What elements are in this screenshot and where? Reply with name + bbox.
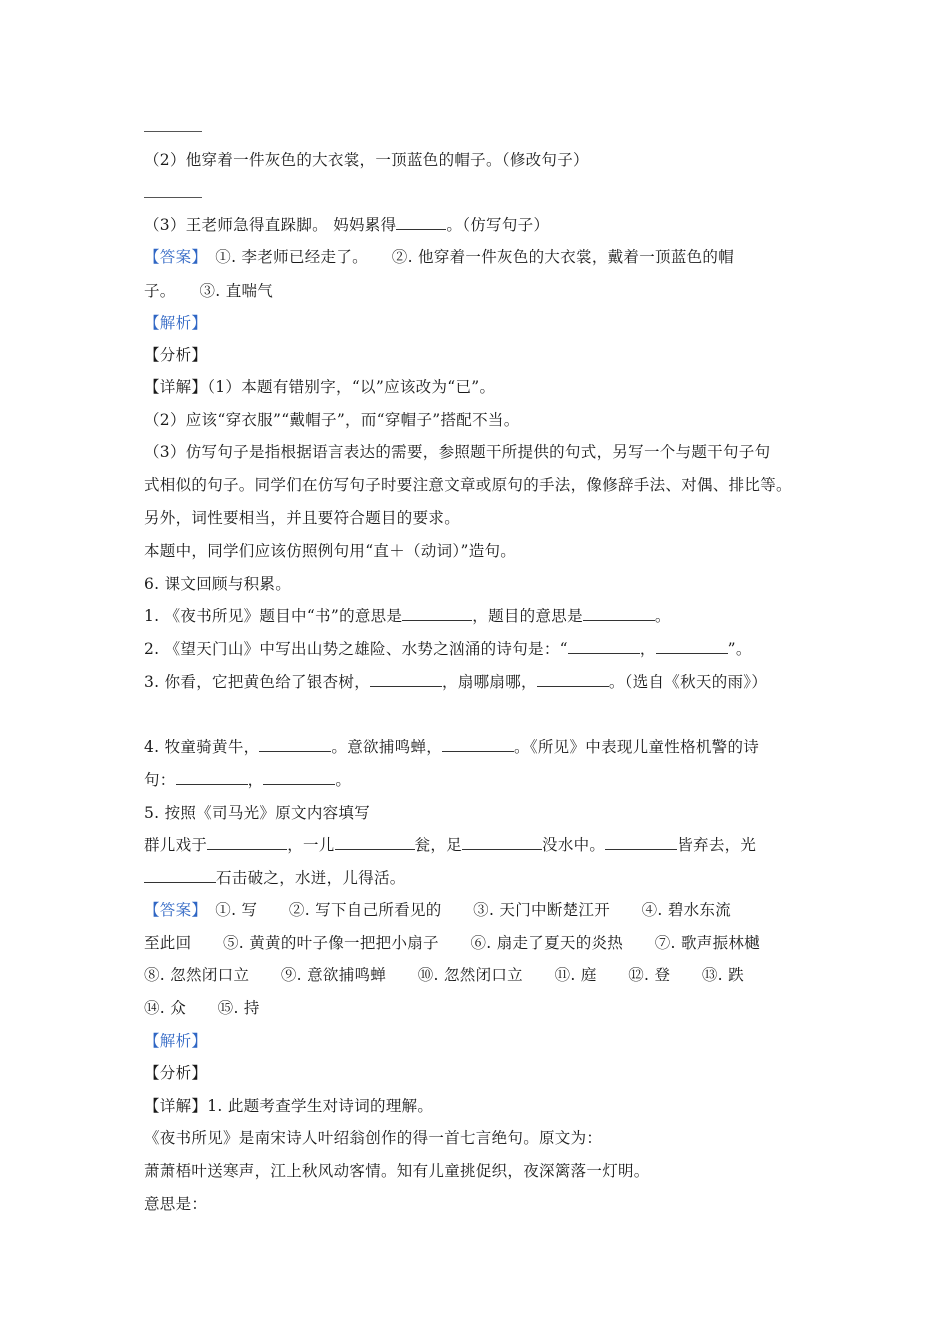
fill-blank xyxy=(568,639,640,654)
fill-blank xyxy=(462,835,542,850)
q5-detail-line1: 【详解】（1）本题有错别字，“以”应该改为“已”。 xyxy=(144,378,496,396)
q5-detail-line4: 式相似的句子。同学们在仿写句子时要注意文章或原句的手法，像修辞手法、对偶、排比等。 xyxy=(144,476,792,494)
q6-item5-title: 5. 按照《司马光》原文内容填写 xyxy=(144,804,371,822)
q6-detail-line4: 意思是： xyxy=(144,1195,208,1213)
q6-item1: 1. 《夜书所见》题目中“书”的意思是 ，题目的意思是 。 xyxy=(144,607,671,625)
q6-item4-line2: 句： ， 。 xyxy=(144,771,352,789)
answer-label: 【答案】 xyxy=(144,248,200,266)
q5-part2: （2）他穿着一件灰色的大衣裳，一顶蓝色的帽子。（修改句子） xyxy=(144,151,589,169)
q5-answer-line1: 【答案】 ①. 李老师已经走了。 ②. 他穿着一件灰色的大衣裳，戴着一顶蓝色的帽 xyxy=(144,248,735,266)
fill-blank xyxy=(442,737,514,752)
q6-item5-line1: 群儿戏于 ，一儿 瓮，足 没水中。 皆弃去，光 xyxy=(144,836,757,854)
q6-item4-line1: 4. 牧童骑黄牛， 。意欲捕鸣蝉， 。《所见》中表现儿童性格机警的诗 xyxy=(144,738,760,756)
fill-blank xyxy=(605,835,677,850)
fill-blank xyxy=(537,672,609,687)
fill-blank xyxy=(583,606,655,621)
q5-answer-line2: 子。 ③. 直喘气 xyxy=(144,282,274,300)
q5-part3: （3）王老师急得直跺脚。 妈妈累得 。（仿写句子） xyxy=(144,216,550,234)
q6-detail-line2: 《夜书所见》是南宋诗人叶绍翁创作的得一首七言绝句。原文为： xyxy=(144,1129,603,1147)
fill-blank xyxy=(144,868,216,883)
q6-answer-line1: 【答案】 ①. 写 ②. 写下自己所看见的 ③. 天门中断楚江开 ④. 碧水东流 xyxy=(144,901,732,919)
fenxi-label: 【分析】 xyxy=(144,346,208,364)
answer-blank-line xyxy=(144,131,202,132)
fenxi-label: 【分析】 xyxy=(144,1064,208,1082)
q6-title: 6. 课文回顾与积累。 xyxy=(144,575,292,593)
fill-blank xyxy=(259,737,331,752)
fill-blank xyxy=(335,835,415,850)
answer-blank-line xyxy=(144,197,202,198)
fill-blank xyxy=(402,606,472,621)
fill-blank xyxy=(656,639,728,654)
q6-answer-line3: ⑧. 忽然闭口立 ⑨. 意欲捕鸣蝉 ⑩. 忽然闭口立 ⑪. 庭 ⑫. 登 ⑬. 跌 xyxy=(144,966,744,984)
q6-answer-line2: 至此回 ⑤. 黄黄的叶子像一把把小扇子 ⑥. 扇走了夏天的炎热 ⑦. 歌声振林樾 xyxy=(144,934,760,952)
q5-detail-line5: 另外，词性要相当，并且要符合题目的要求。 xyxy=(144,509,461,527)
q6-item3: 3. 你看，它把黄色给了银杏树， ，扇哪扇哪， 。（选自《秋天的雨》） xyxy=(144,673,768,691)
answer-label: 【答案】 xyxy=(144,901,200,919)
q5-detail-line2: （2）应该“穿衣服”“戴帽子”，而“穿帽子”搭配不当。 xyxy=(144,411,520,429)
q6-detail-line1: 【详解】1. 此题考查学生对诗词的理解。 xyxy=(144,1097,434,1115)
fill-blank xyxy=(263,770,335,785)
q6-item5-line2: 石击破之，水迸，儿得活。 xyxy=(144,868,406,888)
fill-blank xyxy=(207,835,287,850)
q5-detail-line6: 本题中，同学们应该仿照例句用“直＋（动词）”造句。 xyxy=(144,542,517,560)
analysis-label: 【解析】 xyxy=(144,1032,208,1050)
q6-answer-line4: ⑭. 众 ⑮. 持 xyxy=(144,999,260,1017)
q6-detail-line3: 萧萧梧叶送寒声，江上秋风动客情。知有儿童挑促织，夜深篱落一灯明。 xyxy=(144,1162,650,1180)
q5-detail-line3: （3）仿写句子是指根据语言表达的需要，参照题干所提供的句式，另写一个与题干句子句 xyxy=(144,443,771,461)
fill-blank xyxy=(176,770,248,785)
analysis-label: 【解析】 xyxy=(144,314,208,332)
fill-blank xyxy=(370,672,442,687)
fill-blank xyxy=(396,215,446,230)
q6-item2: 2. 《望天门山》中写出山势之雄险、水势之汹涌的诗句是：“ ， ”。 xyxy=(144,640,752,658)
